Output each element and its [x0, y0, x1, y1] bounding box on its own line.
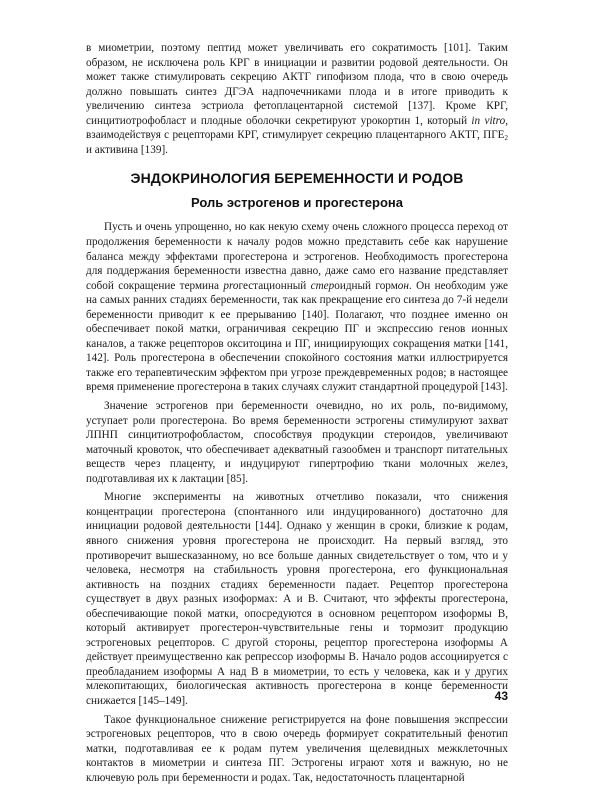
italic-run: стер: [310, 279, 335, 292]
paragraph-experiments: Многие эксперименты на животных отчетливо показали, что снижения концентрации прогестерона (спонтанного или индуцированного) достаточно для инициации родовой деятельности [144]. Однако у женщин в сроки, близкие к родам, явного снижения уровня прогестерона не происходит. На первый взгляд, это противоречит вышесказанному, но все больше данных свидетельствует о том, что и у человека, несмотря на стабильность уровня прогестерона, его функциональная активность на поздних стадиях беременности падает. Рецептор прогестерона существует в двух разных изоформах: А и В. Считают, что эффекты прогестерона, обеспечивающие покой матки, опосредуются в основном рецептором изоформы В, который активирует прогестерон-чувствительные гены и тормозит продукцию эстрогеновых рецепторов. С другой стороны, рецептор прогестерона изоформы А действует преимущественно как репрессор изоформы В. Начало родов ассоциируется с преобладанием изоформы А над В в миометрии, то есть у человека, как и у других млекопитающих, биологическая активность прогестерона в конце беременности снижается [145–149].: [86, 491, 508, 707]
section-title: ЭНДОКРИНОЛОГИЯ БЕРЕМЕННОСТИ И РОДОВ: [130, 170, 464, 187]
italic-run: pro: [223, 279, 239, 292]
text-run: в миометрии, поэтому пептид может увеличивать его сократимость [101]. Таким образом, не исключена роль КРГ в инициации и развитии родовой деятельности. Он может также стимулировать секрецию АКТГ гипофизом плода, что в свою очередь должно повышать синтез ДГЭА надпочечниками плода и в итоге приводить к увеличению синтеза эстриола фетоплацентарной системой [137]. Кроме КРГ, синцитиотрофобласт и плодные оболочки секретируют урокортин 1, который: [86, 42, 508, 127]
text-run: и активина [139].: [86, 143, 168, 156]
italic-run: in vitro: [471, 114, 506, 127]
paragraph-estrogens: Значение эстрогенов при беременности очевидно, но их роль, по-видимому, уступает роли прогестерона. Во время беременности эстрогены стимулируют захват ЛПНП синцитиотрофобластом, способствуя продукции стероидов, увеличивают маточный кровоток, что обеспечивает адекватный газообмен и транспорт питательных веществ через плаценту, и индуцируют гипертрофию ткани молочных желез, подготавливая их к лактации [85].: [86, 400, 508, 485]
page-body: [86, 41, 508, 785]
page-number: 43: [494, 689, 508, 703]
italic-run: он: [397, 279, 409, 292]
text-run: , взаимодействуя с рецепторами КРГ, стимулирует секрецию плацентарного АКТГ, ПГЕ: [86, 114, 508, 142]
text-run: оидный горм: [334, 279, 398, 292]
paragraph-functional-decline: Такое функциональное снижение регистрируется на фоне повышения экспрессии эстрогеновых рецепторов, что в свою очередь формирует сократительный фенотип матки, подготавливая ее к родам путем увеличения щелевидных межклеточных контактов в миометрии и синтеза ПГ. Эстрогены играют хотя и важную, но не ключевую роль при беременности и родах. Так, недостаточность плацентарной: [86, 713, 508, 784]
subsection-title: Роль эстрогенов и прогестерона: [191, 194, 403, 210]
footer-rule: [86, 679, 508, 680]
text-run: . Он необходим уже на самых ранних стадиях беременности, так как прекращение его синтеза до 7-й недели беременности приводит к ее прерыванию [140]. Полагают, что позднее именно он обеспечивает покой матки, ограничивая секрецию ПГ и экспрессию генов ионных каналов, а также рецепторов окситоцина и ПГ, инициирующих сокращения матки [141, 142]. Роль прогестерона в обеспечении спокойного состояния матки иллюстрируется также его терапевтическим эффектом при угрозе преждевременных родов; в настоящее время применение прогестерона в таких случаях служит стандартной процедурой [143].: [86, 279, 508, 394]
subscript: 2: [504, 134, 508, 143]
text-run: гестационный: [238, 279, 311, 292]
paragraph-progesterone: [86, 220, 508, 395]
intro-paragraph: [86, 41, 508, 157]
text-run: Пусть и очень упрощенно, но как некую схему очень сложного процесса переход от продолжения беременности к началу родов можно представить себе как нарушение баланса между эффектами прогестерона и эстрогенов. Необходимость прогестерона для поддержания беременности известна давно, даже само его название представляет собой сокращение термина: [86, 221, 508, 292]
